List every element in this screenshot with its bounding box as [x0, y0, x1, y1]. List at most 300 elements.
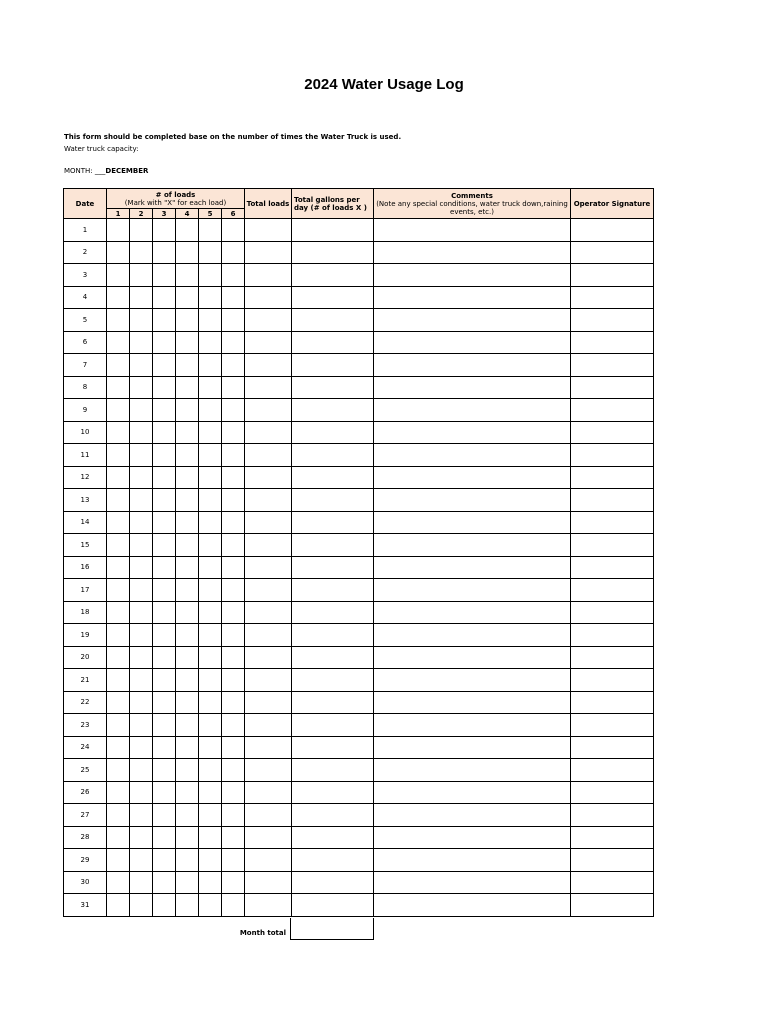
signature-cell[interactable] — [571, 894, 654, 917]
load-5-cell[interactable] — [199, 331, 222, 354]
total-loads-cell[interactable] — [245, 534, 292, 557]
load-4-cell[interactable] — [176, 781, 199, 804]
load-2-cell[interactable] — [130, 466, 153, 489]
load-3-cell[interactable] — [153, 466, 176, 489]
load-3-cell[interactable] — [153, 444, 176, 467]
load-3-cell[interactable] — [153, 331, 176, 354]
signature-cell[interactable] — [571, 286, 654, 309]
gallons-cell[interactable] — [292, 421, 374, 444]
total-loads-cell[interactable] — [245, 444, 292, 467]
signature-cell[interactable] — [571, 511, 654, 534]
gallons-cell[interactable] — [292, 331, 374, 354]
load-1-cell[interactable] — [107, 781, 130, 804]
load-6-cell[interactable] — [222, 511, 245, 534]
load-4-cell[interactable] — [176, 804, 199, 827]
load-1-cell[interactable] — [107, 804, 130, 827]
total-loads-cell[interactable] — [245, 736, 292, 759]
gallons-cell[interactable] — [292, 736, 374, 759]
load-4-cell[interactable] — [176, 421, 199, 444]
comments-cell[interactable] — [374, 646, 571, 669]
load-6-cell[interactable] — [222, 489, 245, 512]
signature-cell[interactable] — [571, 781, 654, 804]
signature-cell[interactable] — [571, 489, 654, 512]
comments-cell[interactable] — [374, 421, 571, 444]
load-5-cell[interactable] — [199, 624, 222, 647]
load-1-cell[interactable] — [107, 646, 130, 669]
load-2-cell[interactable] — [130, 489, 153, 512]
gallons-cell[interactable] — [292, 669, 374, 692]
load-6-cell[interactable] — [222, 376, 245, 399]
total-loads-cell[interactable] — [245, 714, 292, 737]
load-6-cell[interactable] — [222, 444, 245, 467]
load-3-cell[interactable] — [153, 826, 176, 849]
load-4-cell[interactable] — [176, 331, 199, 354]
load-4-cell[interactable] — [176, 691, 199, 714]
comments-cell[interactable] — [374, 894, 571, 917]
load-5-cell[interactable] — [199, 804, 222, 827]
load-6-cell[interactable] — [222, 241, 245, 264]
load-4-cell[interactable] — [176, 601, 199, 624]
load-3-cell[interactable] — [153, 714, 176, 737]
load-2-cell[interactable] — [130, 691, 153, 714]
total-loads-cell[interactable] — [245, 331, 292, 354]
load-6-cell[interactable] — [222, 286, 245, 309]
load-5-cell[interactable] — [199, 264, 222, 287]
comments-cell[interactable] — [374, 286, 571, 309]
gallons-cell[interactable] — [292, 466, 374, 489]
load-2-cell[interactable] — [130, 894, 153, 917]
load-3-cell[interactable] — [153, 534, 176, 557]
comments-cell[interactable] — [374, 444, 571, 467]
load-6-cell[interactable] — [222, 466, 245, 489]
load-1-cell[interactable] — [107, 556, 130, 579]
load-5-cell[interactable] — [199, 849, 222, 872]
gallons-cell[interactable] — [292, 444, 374, 467]
gallons-cell[interactable] — [292, 534, 374, 557]
load-3-cell[interactable] — [153, 219, 176, 242]
gallons-cell[interactable] — [292, 489, 374, 512]
signature-cell[interactable] — [571, 669, 654, 692]
signature-cell[interactable] — [571, 556, 654, 579]
signature-cell[interactable] — [571, 601, 654, 624]
load-6-cell[interactable] — [222, 264, 245, 287]
load-2-cell[interactable] — [130, 511, 153, 534]
load-6-cell[interactable] — [222, 219, 245, 242]
load-2-cell[interactable] — [130, 331, 153, 354]
load-6-cell[interactable] — [222, 759, 245, 782]
signature-cell[interactable] — [571, 331, 654, 354]
load-1-cell[interactable] — [107, 376, 130, 399]
comments-cell[interactable] — [374, 781, 571, 804]
load-5-cell[interactable] — [199, 466, 222, 489]
load-3-cell[interactable] — [153, 579, 176, 602]
gallons-cell[interactable] — [292, 354, 374, 377]
gallons-cell[interactable] — [292, 894, 374, 917]
load-2-cell[interactable] — [130, 669, 153, 692]
gallons-cell[interactable] — [292, 849, 374, 872]
signature-cell[interactable] — [571, 714, 654, 737]
load-1-cell[interactable] — [107, 871, 130, 894]
load-2-cell[interactable] — [130, 219, 153, 242]
load-1-cell[interactable] — [107, 241, 130, 264]
load-6-cell[interactable] — [222, 781, 245, 804]
load-5-cell[interactable] — [199, 669, 222, 692]
gallons-cell[interactable] — [292, 511, 374, 534]
load-6-cell[interactable] — [222, 669, 245, 692]
total-loads-cell[interactable] — [245, 219, 292, 242]
load-3-cell[interactable] — [153, 376, 176, 399]
load-5-cell[interactable] — [199, 646, 222, 669]
signature-cell[interactable] — [571, 264, 654, 287]
load-3-cell[interactable] — [153, 736, 176, 759]
load-3-cell[interactable] — [153, 894, 176, 917]
gallons-cell[interactable] — [292, 624, 374, 647]
month-total-input[interactable] — [290, 918, 374, 940]
load-3-cell[interactable] — [153, 669, 176, 692]
load-4-cell[interactable] — [176, 826, 199, 849]
load-4-cell[interactable] — [176, 759, 199, 782]
load-1-cell[interactable] — [107, 354, 130, 377]
load-6-cell[interactable] — [222, 421, 245, 444]
gallons-cell[interactable] — [292, 286, 374, 309]
load-3-cell[interactable] — [153, 804, 176, 827]
load-1-cell[interactable] — [107, 826, 130, 849]
gallons-cell[interactable] — [292, 376, 374, 399]
load-1-cell[interactable] — [107, 331, 130, 354]
load-4-cell[interactable] — [176, 489, 199, 512]
load-1-cell[interactable] — [107, 444, 130, 467]
load-6-cell[interactable] — [222, 736, 245, 759]
load-1-cell[interactable] — [107, 421, 130, 444]
load-5-cell[interactable] — [199, 601, 222, 624]
load-5-cell[interactable] — [199, 286, 222, 309]
gallons-cell[interactable] — [292, 556, 374, 579]
load-2-cell[interactable] — [130, 354, 153, 377]
comments-cell[interactable] — [374, 556, 571, 579]
load-2-cell[interactable] — [130, 736, 153, 759]
signature-cell[interactable] — [571, 826, 654, 849]
load-3-cell[interactable] — [153, 646, 176, 669]
gallons-cell[interactable] — [292, 826, 374, 849]
load-2-cell[interactable] — [130, 534, 153, 557]
comments-cell[interactable] — [374, 691, 571, 714]
load-4-cell[interactable] — [176, 669, 199, 692]
signature-cell[interactable] — [571, 849, 654, 872]
total-loads-cell[interactable] — [245, 286, 292, 309]
load-6-cell[interactable] — [222, 556, 245, 579]
comments-cell[interactable] — [374, 241, 571, 264]
load-1-cell[interactable] — [107, 489, 130, 512]
load-5-cell[interactable] — [199, 309, 222, 332]
load-5-cell[interactable] — [199, 691, 222, 714]
signature-cell[interactable] — [571, 579, 654, 602]
load-5-cell[interactable] — [199, 399, 222, 422]
load-1-cell[interactable] — [107, 759, 130, 782]
load-5-cell[interactable] — [199, 511, 222, 534]
load-5-cell[interactable] — [199, 489, 222, 512]
load-2-cell[interactable] — [130, 759, 153, 782]
comments-cell[interactable] — [374, 376, 571, 399]
comments-cell[interactable] — [374, 399, 571, 422]
load-3-cell[interactable] — [153, 399, 176, 422]
comments-cell[interactable] — [374, 264, 571, 287]
load-1-cell[interactable] — [107, 579, 130, 602]
gallons-cell[interactable] — [292, 871, 374, 894]
signature-cell[interactable] — [571, 421, 654, 444]
comments-cell[interactable] — [374, 826, 571, 849]
gallons-cell[interactable] — [292, 309, 374, 332]
load-6-cell[interactable] — [222, 331, 245, 354]
load-6-cell[interactable] — [222, 826, 245, 849]
load-2-cell[interactable] — [130, 286, 153, 309]
signature-cell[interactable] — [571, 399, 654, 422]
load-2-cell[interactable] — [130, 264, 153, 287]
load-2-cell[interactable] — [130, 241, 153, 264]
comments-cell[interactable] — [374, 489, 571, 512]
comments-cell[interactable] — [374, 714, 571, 737]
comments-cell[interactable] — [374, 511, 571, 534]
total-loads-cell[interactable] — [245, 669, 292, 692]
comments-cell[interactable] — [374, 871, 571, 894]
gallons-cell[interactable] — [292, 241, 374, 264]
signature-cell[interactable] — [571, 241, 654, 264]
load-5-cell[interactable] — [199, 444, 222, 467]
load-4-cell[interactable] — [176, 849, 199, 872]
load-2-cell[interactable] — [130, 556, 153, 579]
load-5-cell[interactable] — [199, 376, 222, 399]
load-3-cell[interactable] — [153, 241, 176, 264]
load-6-cell[interactable] — [222, 871, 245, 894]
comments-cell[interactable] — [374, 309, 571, 332]
comments-cell[interactable] — [374, 354, 571, 377]
load-3-cell[interactable] — [153, 849, 176, 872]
load-1-cell[interactable] — [107, 534, 130, 557]
load-6-cell[interactable] — [222, 849, 245, 872]
signature-cell[interactable] — [571, 534, 654, 557]
load-4-cell[interactable] — [176, 736, 199, 759]
comments-cell[interactable] — [374, 759, 571, 782]
load-4-cell[interactable] — [176, 309, 199, 332]
total-loads-cell[interactable] — [245, 646, 292, 669]
load-4-cell[interactable] — [176, 646, 199, 669]
total-loads-cell[interactable] — [245, 466, 292, 489]
load-3-cell[interactable] — [153, 421, 176, 444]
load-1-cell[interactable] — [107, 894, 130, 917]
load-1-cell[interactable] — [107, 669, 130, 692]
gallons-cell[interactable] — [292, 264, 374, 287]
signature-cell[interactable] — [571, 624, 654, 647]
signature-cell[interactable] — [571, 444, 654, 467]
load-3-cell[interactable] — [153, 624, 176, 647]
signature-cell[interactable] — [571, 736, 654, 759]
comments-cell[interactable] — [374, 804, 571, 827]
load-2-cell[interactable] — [130, 781, 153, 804]
load-4-cell[interactable] — [176, 556, 199, 579]
load-1-cell[interactable] — [107, 849, 130, 872]
load-3-cell[interactable] — [153, 309, 176, 332]
comments-cell[interactable] — [374, 601, 571, 624]
signature-cell[interactable] — [571, 759, 654, 782]
load-5-cell[interactable] — [199, 354, 222, 377]
load-6-cell[interactable] — [222, 804, 245, 827]
load-1-cell[interactable] — [107, 286, 130, 309]
load-2-cell[interactable] — [130, 444, 153, 467]
load-1-cell[interactable] — [107, 736, 130, 759]
load-5-cell[interactable] — [199, 556, 222, 579]
load-4-cell[interactable] — [176, 354, 199, 377]
signature-cell[interactable] — [571, 804, 654, 827]
load-2-cell[interactable] — [130, 309, 153, 332]
load-3-cell[interactable] — [153, 781, 176, 804]
load-3-cell[interactable] — [153, 286, 176, 309]
total-loads-cell[interactable] — [245, 691, 292, 714]
load-5-cell[interactable] — [199, 759, 222, 782]
load-5-cell[interactable] — [199, 579, 222, 602]
comments-cell[interactable] — [374, 466, 571, 489]
comments-cell[interactable] — [374, 736, 571, 759]
total-loads-cell[interactable] — [245, 781, 292, 804]
total-loads-cell[interactable] — [245, 421, 292, 444]
load-3-cell[interactable] — [153, 691, 176, 714]
load-4-cell[interactable] — [176, 376, 199, 399]
load-5-cell[interactable] — [199, 421, 222, 444]
load-6-cell[interactable] — [222, 354, 245, 377]
total-loads-cell[interactable] — [245, 556, 292, 579]
total-loads-cell[interactable] — [245, 894, 292, 917]
load-6-cell[interactable] — [222, 399, 245, 422]
signature-cell[interactable] — [571, 646, 654, 669]
load-3-cell[interactable] — [153, 759, 176, 782]
signature-cell[interactable] — [571, 219, 654, 242]
comments-cell[interactable] — [374, 534, 571, 557]
total-loads-cell[interactable] — [245, 871, 292, 894]
total-loads-cell[interactable] — [245, 376, 292, 399]
load-4-cell[interactable] — [176, 624, 199, 647]
load-4-cell[interactable] — [176, 219, 199, 242]
gallons-cell[interactable] — [292, 579, 374, 602]
load-1-cell[interactable] — [107, 624, 130, 647]
load-5-cell[interactable] — [199, 241, 222, 264]
total-loads-cell[interactable] — [245, 264, 292, 287]
load-6-cell[interactable] — [222, 601, 245, 624]
load-3-cell[interactable] — [153, 556, 176, 579]
load-5-cell[interactable] — [199, 826, 222, 849]
total-loads-cell[interactable] — [245, 804, 292, 827]
load-1-cell[interactable] — [107, 399, 130, 422]
load-1-cell[interactable] — [107, 264, 130, 287]
load-2-cell[interactable] — [130, 579, 153, 602]
signature-cell[interactable] — [571, 354, 654, 377]
gallons-cell[interactable] — [292, 219, 374, 242]
load-6-cell[interactable] — [222, 646, 245, 669]
load-6-cell[interactable] — [222, 714, 245, 737]
total-loads-cell[interactable] — [245, 826, 292, 849]
load-4-cell[interactable] — [176, 714, 199, 737]
load-1-cell[interactable] — [107, 691, 130, 714]
load-6-cell[interactable] — [222, 624, 245, 647]
signature-cell[interactable] — [571, 376, 654, 399]
load-1-cell[interactable] — [107, 219, 130, 242]
load-1-cell[interactable] — [107, 714, 130, 737]
gallons-cell[interactable] — [292, 781, 374, 804]
load-3-cell[interactable] — [153, 354, 176, 377]
load-1-cell[interactable] — [107, 309, 130, 332]
gallons-cell[interactable] — [292, 399, 374, 422]
load-2-cell[interactable] — [130, 849, 153, 872]
load-2-cell[interactable] — [130, 871, 153, 894]
total-loads-cell[interactable] — [245, 354, 292, 377]
load-2-cell[interactable] — [130, 624, 153, 647]
load-6-cell[interactable] — [222, 534, 245, 557]
load-2-cell[interactable] — [130, 376, 153, 399]
gallons-cell[interactable] — [292, 714, 374, 737]
load-3-cell[interactable] — [153, 511, 176, 534]
total-loads-cell[interactable] — [245, 399, 292, 422]
comments-cell[interactable] — [374, 331, 571, 354]
load-6-cell[interactable] — [222, 579, 245, 602]
total-loads-cell[interactable] — [245, 241, 292, 264]
comments-cell[interactable] — [374, 669, 571, 692]
load-5-cell[interactable] — [199, 894, 222, 917]
load-5-cell[interactable] — [199, 781, 222, 804]
comments-cell[interactable] — [374, 219, 571, 242]
load-5-cell[interactable] — [199, 219, 222, 242]
load-5-cell[interactable] — [199, 736, 222, 759]
load-1-cell[interactable] — [107, 511, 130, 534]
signature-cell[interactable] — [571, 309, 654, 332]
load-4-cell[interactable] — [176, 264, 199, 287]
load-4-cell[interactable] — [176, 871, 199, 894]
gallons-cell[interactable] — [292, 601, 374, 624]
load-1-cell[interactable] — [107, 601, 130, 624]
load-2-cell[interactable] — [130, 646, 153, 669]
total-loads-cell[interactable] — [245, 601, 292, 624]
load-5-cell[interactable] — [199, 714, 222, 737]
load-2-cell[interactable] — [130, 714, 153, 737]
load-4-cell[interactable] — [176, 511, 199, 534]
load-5-cell[interactable] — [199, 534, 222, 557]
gallons-cell[interactable] — [292, 646, 374, 669]
gallons-cell[interactable] — [292, 759, 374, 782]
load-5-cell[interactable] — [199, 871, 222, 894]
load-2-cell[interactable] — [130, 421, 153, 444]
load-3-cell[interactable] — [153, 264, 176, 287]
load-2-cell[interactable] — [130, 601, 153, 624]
comments-cell[interactable] — [374, 849, 571, 872]
gallons-cell[interactable] — [292, 691, 374, 714]
load-4-cell[interactable] — [176, 894, 199, 917]
total-loads-cell[interactable] — [245, 511, 292, 534]
signature-cell[interactable] — [571, 691, 654, 714]
load-4-cell[interactable] — [176, 534, 199, 557]
load-6-cell[interactable] — [222, 691, 245, 714]
load-4-cell[interactable] — [176, 579, 199, 602]
total-loads-cell[interactable] — [245, 309, 292, 332]
load-4-cell[interactable] — [176, 466, 199, 489]
load-6-cell[interactable] — [222, 309, 245, 332]
total-loads-cell[interactable] — [245, 759, 292, 782]
load-3-cell[interactable] — [153, 489, 176, 512]
load-4-cell[interactable] — [176, 444, 199, 467]
load-1-cell[interactable] — [107, 466, 130, 489]
gallons-cell[interactable] — [292, 804, 374, 827]
load-4-cell[interactable] — [176, 241, 199, 264]
total-loads-cell[interactable] — [245, 624, 292, 647]
total-loads-cell[interactable] — [245, 579, 292, 602]
total-loads-cell[interactable] — [245, 489, 292, 512]
total-loads-cell[interactable] — [245, 849, 292, 872]
signature-cell[interactable] — [571, 871, 654, 894]
